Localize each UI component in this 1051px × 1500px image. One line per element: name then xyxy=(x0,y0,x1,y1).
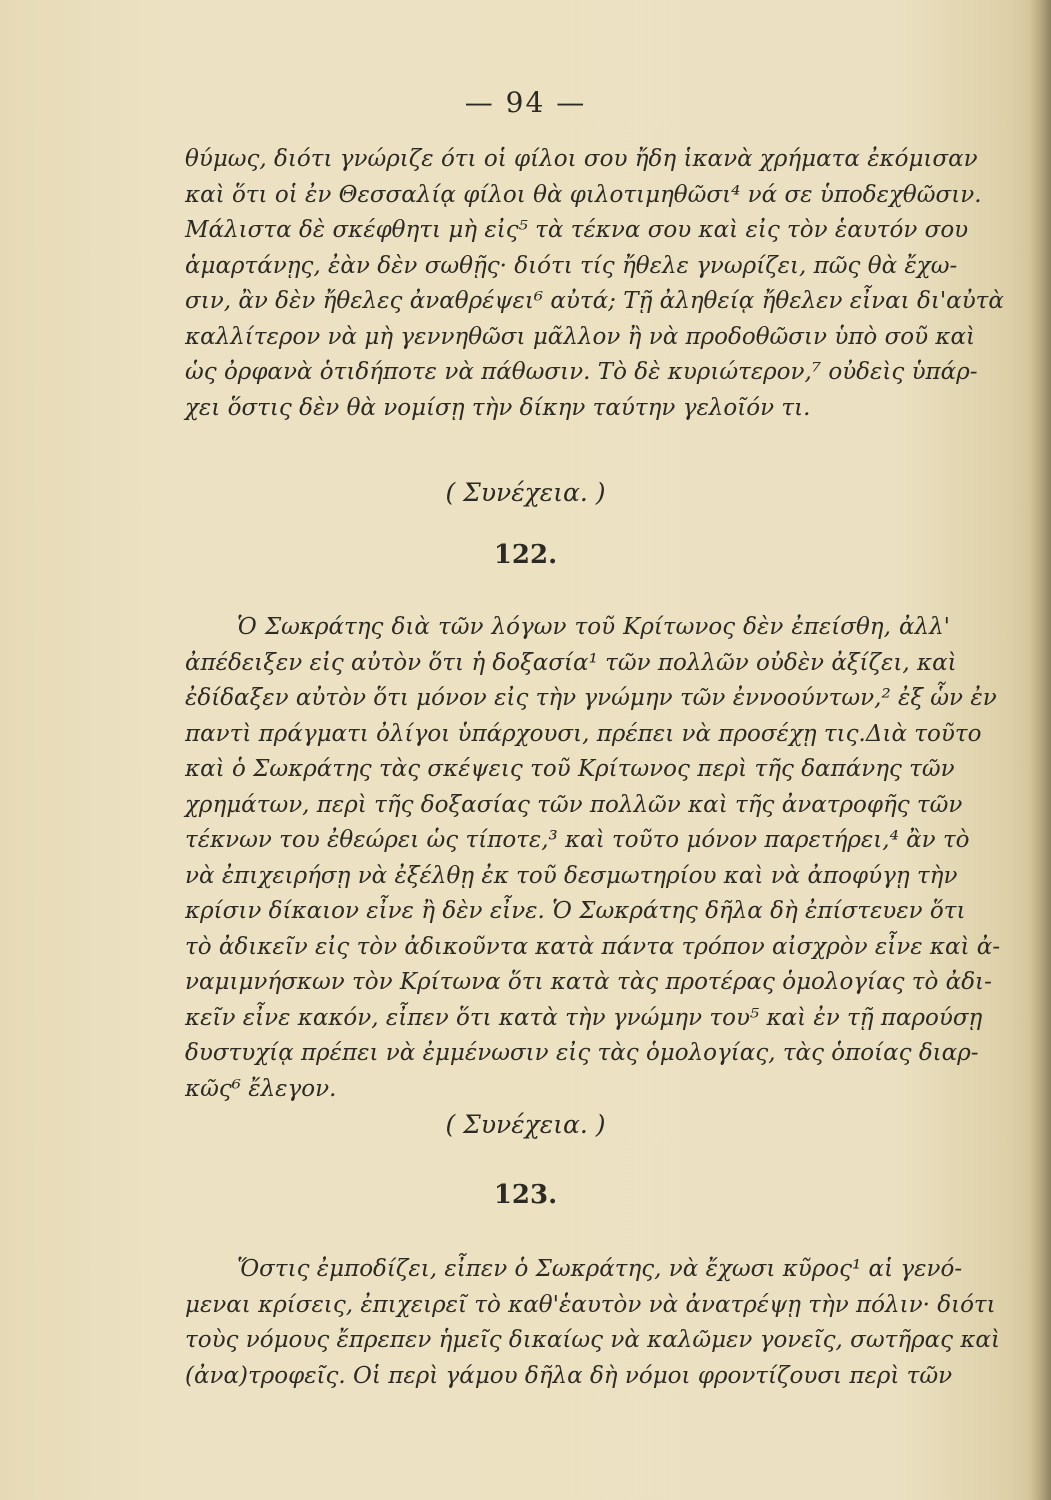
text-line: χρημάτων, περὶ τῆς δοξασίας τῶν πολλῶν καὶ τῆς ἀνατροφῆς τῶν xyxy=(185,791,963,818)
text-line: τοὺς νόμους ἔπρεπεν ἡμεῖς δικαίως νὰ καλῶμεν γονεῖς, σωτῆρας καὶ xyxy=(185,1327,1000,1353)
text-line: (ἀνα)τροφεῖς. Οἱ περὶ γάμου δῆλα δὴ νόμοι φροντίζουσι περὶ τῶν xyxy=(185,1362,953,1389)
text-line: ἐδίδαξεν αὐτὸν ὅτι μόνον εἰς τὴν γνώμην τῶν ἐννοούντων,² ἐξ ὧν ἐν xyxy=(185,685,997,711)
continuation-note: ( Συνέχεια. ) xyxy=(445,1110,606,1139)
text-line: νὰ ἐπιχειρήσῃ νὰ ἐξέλθῃ ἐκ τοῦ δεσμωτηρίου καὶ νὰ ἀποφύγῃ τὴν xyxy=(185,862,958,889)
text-block-123 xyxy=(185,1252,1000,1394)
text-line: καὶ ὅτι οἱ ἐν Θεσσαλίᾳ φίλοι θὰ φιλοτιμηθῶσι⁴ νά σε ὑποδεχθῶσιν. xyxy=(185,181,982,208)
text-line: Ὁ Σωκράτης διὰ τῶν λόγων τοῦ Κρίτωνος δὲν ἐπείσθη, ἀλλ' xyxy=(237,614,950,640)
text-line: καὶ ὁ Σωκράτης τὰς σκέψεις τοῦ Κρίτωνος περὶ τῆς δαπάνης τῶν xyxy=(185,756,955,782)
text-line: κεῖν εἶνε κακόν, εἶπεν ὅτι κατὰ τὴν γνώμην του⁵ καὶ ἐν τῇ παρούσῃ xyxy=(185,1004,983,1031)
text-line: Ὅστις ἐμποδίζει, εἶπεν ὁ Σωκράτης, νὰ ἔχωσι κῦρος¹ αἱ γενό- xyxy=(237,1256,963,1282)
text-line: τέκνων του ἐθεώρει ὡς τίποτε,³ καὶ τοῦτο μόνον παρετήρει,⁴ ἂν τὸ xyxy=(185,827,970,853)
text-line: παντὶ πράγματι ὀλίγοι ὑπάρχουσι, πρέπει νὰ προσέχῃ τις.Διὰ τοῦτο xyxy=(185,720,982,747)
text-line: χει ὅστις δὲν θὰ νομίσῃ τὴν δίκην ταύτην γελοῖόν τι. xyxy=(185,394,811,421)
page-number: — 94 — xyxy=(464,86,587,119)
text-line: Μάλιστα δὲ σκέφθητι μὴ εἰς⁵ τὰ τέκνα σου καὶ εἰς τὸν ἑαυτόν σου xyxy=(185,217,969,243)
continuation-note: ( Συνέχεια. ) xyxy=(445,478,606,507)
text-line: ἀπέδειξεν εἰς αὐτὸν ὅτι ἡ δοξασία¹ τῶν πολλῶν οὐδὲν ἀξίζει, καὶ xyxy=(185,649,957,676)
text-line: κῶς⁶ ἔλεγον. xyxy=(185,1075,337,1102)
text-line: σιν, ἂν δὲν ἤθελες ἀναθρέψει⁶ αὐτά; Τῇ ἀληθείᾳ ἤθελεν εἶναι δι'αὐτὰ xyxy=(185,288,1004,314)
text-line: κρίσιν δίκαιον εἶνε ἢ δὲν εἶνε. Ὁ Σωκράτης δῆλα δὴ ἐπίστευεν ὅτι xyxy=(185,898,966,924)
section-number-123: 123. xyxy=(493,1180,558,1210)
page-edge xyxy=(1029,0,1051,1500)
text-line: ἁμαρτάνῃς, ἐὰν δὲν σωθῇς· διότι τίς ἤθελε γνωρίζει, πῶς θὰ ἔχω- xyxy=(185,252,958,279)
text-line: θύμως, διότι γνώριζε ότι οἱ φίλοι σου ἤδη ἱκανὰ χρήματα ἐκόμισαν xyxy=(185,146,978,172)
text-line: καλλίτερον νὰ μὴ γεννηθῶσι μᾶλλον ἢ νὰ προδοθῶσιν ὑπὸ σοῦ καὶ xyxy=(185,323,976,350)
text-block-122 xyxy=(185,610,1001,1107)
text-line: δυστυχίᾳ πρέπει νὰ ἐμμένωσιν εἰς τὰς ὁμολογίας, τὰς ὁποίας διαρ- xyxy=(185,1040,979,1066)
text-block-121-end xyxy=(185,142,1004,426)
section-number-122: 122. xyxy=(493,540,558,570)
text-line: ναμιμνήσκων τὸν Κρίτωνα ὅτι κατὰ τὰς προτέρας ὁμολογίας τὸ ἀδι- xyxy=(185,969,992,995)
text-line: ὡς ὀρφανὰ ὁτιδήποτε νὰ πάθωσιν. Τὸ δὲ κυριώτερον,⁷ οὐδεὶς ὑπάρ- xyxy=(185,359,978,385)
text-line: μεναι κρίσεις, ἐπιχειρεῖ τὸ καθ'ἑαυτὸν νὰ ἀνατρέψῃ τὴν πόλιν· διότι xyxy=(185,1291,996,1318)
text-line: τὸ ἀδικεῖν εἰς τὸν ἀδικοῦντα κατὰ πάντα τρόπον αἰσχρὸν εἶνε καὶ ἀ- xyxy=(185,933,1001,960)
